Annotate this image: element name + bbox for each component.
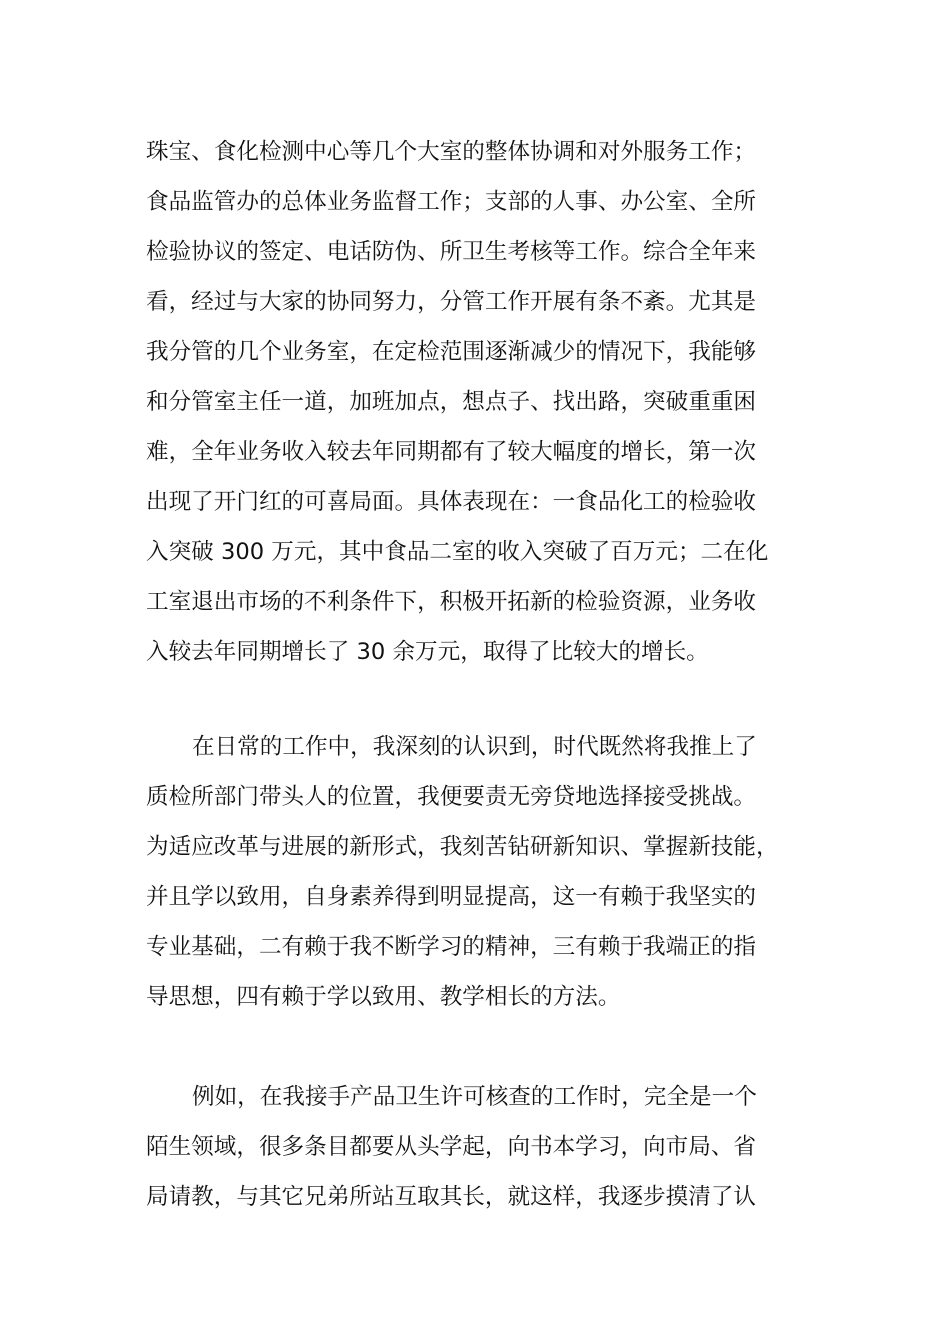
paragraph (146, 722, 811, 1022)
paragraph-line: 并且学以致用，自身素养得到明显提高，这一有赖于我坚实的 (146, 884, 757, 910)
paragraph-line: 出现了开门红的可喜局面。具体表现在：一食品化工的检验收 (146, 489, 757, 515)
paragraph-line: 局请教，与其它兄弟所站互取其长，就这样，我逐步摸清了认 (146, 1184, 757, 1210)
paragraph-line: 我分管的几个业务室，在定检范围逐渐减少的情况下，我能够 (146, 339, 757, 365)
paragraph-line: 入突破 300 万元，其中食品二室的收入突破了百万元；二在化 (146, 539, 769, 565)
paragraph-line: 看，经过与大家的协同努力，分管工作开展有条不紊。尤其是 (146, 289, 757, 315)
paragraph-line: 食品监管办的总体业务监督工作；支部的人事、办公室、全所 (146, 189, 757, 215)
paragraph-line: 质检所部门带头人的位置，我便要责无旁贷地选择接受挑战。 (146, 784, 757, 810)
paragraph-line: 导思想，四有赖于学以致用、教学相长的方法。 (146, 984, 621, 1010)
paragraph (146, 1072, 811, 1222)
paragraph-line: 工室退出市场的不利条件下，积极开拓新的检验资源，业务收 (146, 589, 757, 615)
paragraph (146, 127, 811, 677)
paragraph-line: 专业基础，二有赖于我不断学习的精神，三有赖于我端正的指 (146, 934, 757, 960)
paragraph-line: 入较去年同期增长了 30 余万元，取得了比较大的增长。 (146, 639, 709, 665)
paragraph-line: 为适应改革与进展的新形式，我刻苦钻研新知识、掌握新技能， (146, 834, 779, 860)
paragraph-line: 在日常的工作中，我深刻的认识到，时代既然将我推上了 (192, 734, 757, 760)
paragraph-line: 难，全年业务收入较去年同期都有了较大幅度的增长，第一次 (146, 439, 757, 465)
paragraph-line: 检验协议的签定、电话防伪、所卫生考核等工作。综合全年来 (146, 239, 757, 265)
paragraph-line: 陌生领域，很多条目都要从头学起，向书本学习，向市局、省 (146, 1134, 757, 1160)
paragraph-line: 例如，在我接手产品卫生许可核查的工作时，完全是一个 (192, 1084, 757, 1110)
paragraph-line: 珠宝、食化检测中心等几个大室的整体协调和对外服务工作； (146, 139, 757, 165)
paragraph-line: 和分管室主任一道，加班加点，想点子、找出路，突破重重困 (146, 389, 757, 415)
